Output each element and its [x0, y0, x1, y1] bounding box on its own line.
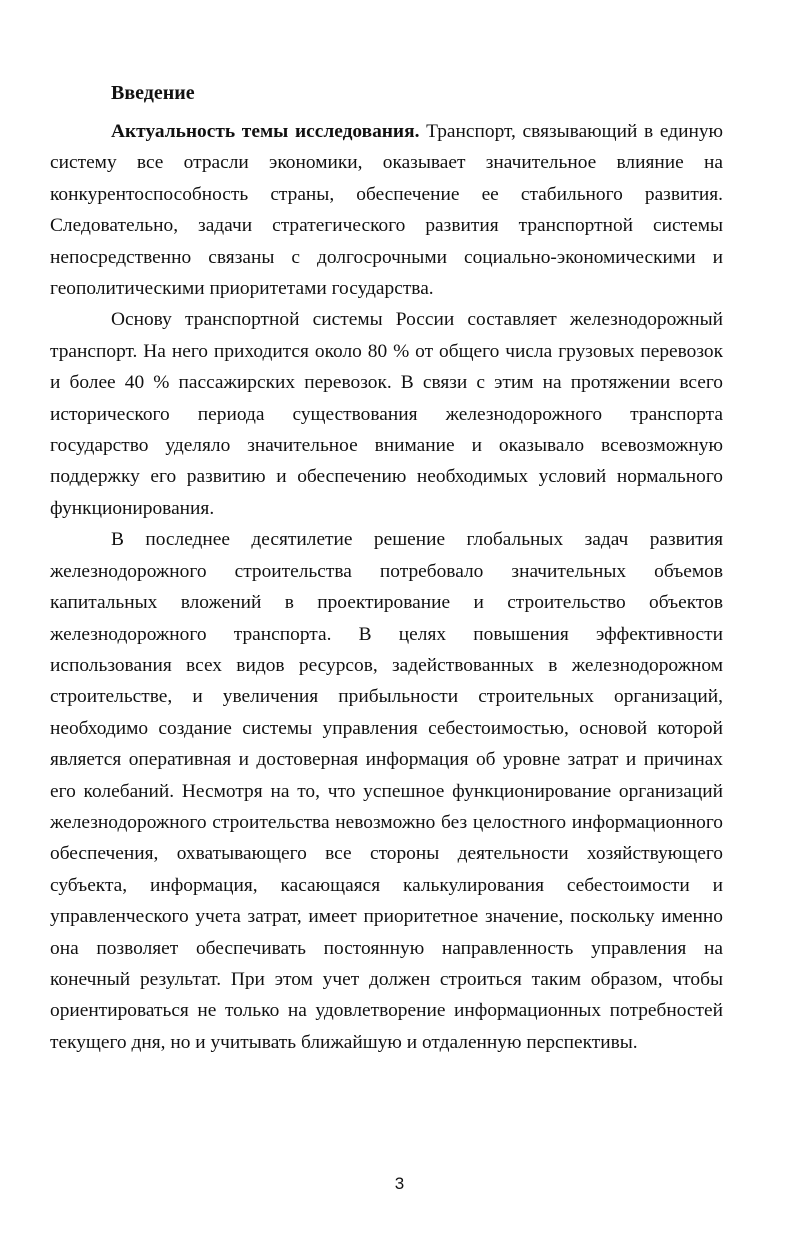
paragraph-text: Транспорт, связывающий в единую систему все отрасли экономики, оказывает значительное влияние на конкурентоспособность страны, обеспечение ее стабильного развития. Следовательно, задачи стратегического развития транспортной системы непосредственно связаны с долгосрочными социально-экономическими и геополитическими приоритетами государства. — [50, 121, 723, 300]
body-text — [50, 116, 723, 1058]
page-number: 3 — [394, 1174, 405, 1193]
paragraph-railway-construction: В последнее десятилетие решение глобальных задач развития железнодорожного строительства потребовало значительных объемов капитальных вложений в проектирование и строительство объектов железнодорожного транспорта. В целях повышения эффективности использования всех видов ресурсов, задействованных в железнодорожном строительстве, и увеличения прибыльности строительных организаций, необходимо создание системы управления себестоимостью, основой которой является оперативная и достоверная информация об уровне затрат и причинах его колебаний. Несмотря на то, что успешное функционирование организаций железнодорожного строительства невозможно без целостного информационного обеспечения, охватывающего все стороны деятельности хозяйствующего субъекта, информация, касающаяся калькулирования себестоимости и управленческого учета затрат, имеет приоритетное значение, поскольку именно она позволяет обеспечивать постоянную направленность управления на конечный результат. При этом учет должен строиться таким образом, чтобы ориентироваться не только на удовлетворение информационных потребностей текущего дня, но и учитывать ближайшую и отдаленную перспективы. — [50, 529, 723, 1053]
section-heading: Введение — [111, 82, 195, 104]
paragraph-transport-system: Основу транспортной системы России составляет железнодорожный транспорт. На него приходится около 80 % от общего числа грузовых перевозок и более 40 % пассажирских перевозок. В связи с этим на протяжении всего исторического периода существования железнодорожного транспорта государство уделяло значительное внимание и оказывало всевозможную поддержку его развитию и обеспечению необходимых условий нормального функционирования. — [50, 309, 723, 519]
paragraph-lead: Актуальность темы исследования. — [111, 121, 420, 142]
paragraph-relevance — [50, 116, 723, 304]
